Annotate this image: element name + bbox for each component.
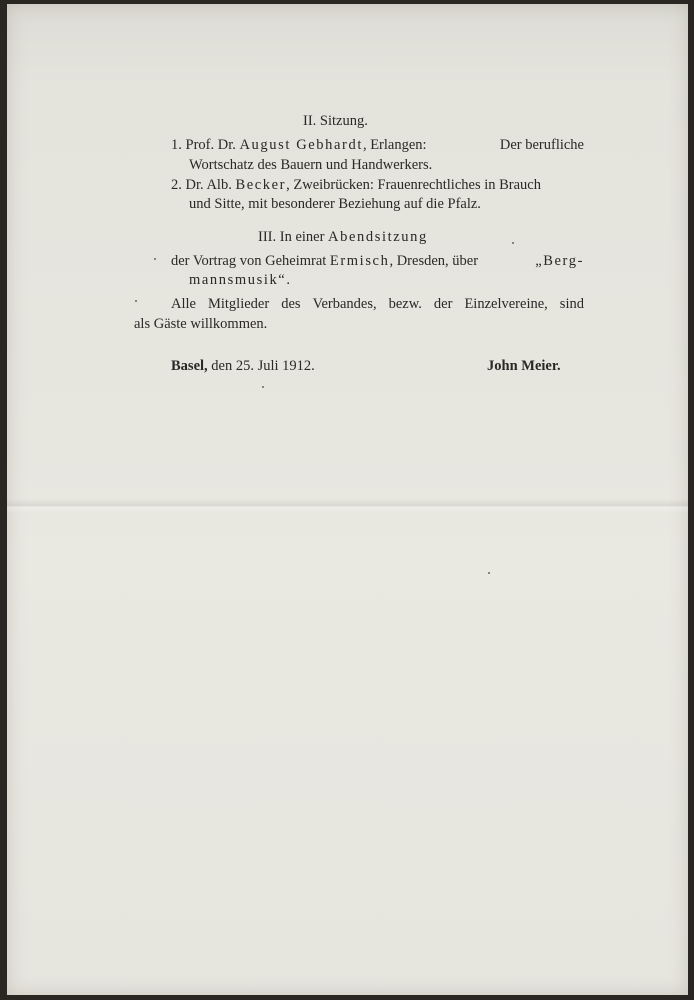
invitation-word: Einzelvereine, <box>464 296 548 312</box>
lecture-speaker: Ermisch <box>329 253 390 269</box>
paper-speck <box>512 242 514 244</box>
invitation-end: als Gäste willkommen. <box>134 316 268 332</box>
paper-speck <box>154 258 156 260</box>
session-2-heading <box>303 111 368 131</box>
session-2-item-2 <box>171 175 584 195</box>
session-2-item-1-line-2 <box>189 155 432 175</box>
session-3-lecture-line-2 <box>189 270 292 290</box>
invitation-word: sind <box>559 296 584 312</box>
session-2-item-2-line-1 <box>171 175 584 195</box>
session-3-heading-name: Abendsitzung <box>328 229 428 245</box>
item-1-topic-end: Wortschatz des Bauern und Handwerkers. <box>189 157 433 173</box>
item-2-topic-start: , Zweibrücken: Frauenrechtliches in Brauch <box>286 177 541 193</box>
lecture-topic-start: „Berg- <box>535 253 584 269</box>
session-2-heading-text: II. Sitzung. <box>303 113 368 129</box>
lecture-place: , Dresden, über <box>389 253 479 269</box>
item-1-place: , Erlangen: <box>362 137 427 153</box>
invitation-words <box>171 294 584 314</box>
invitation-line-2 <box>134 314 267 334</box>
lecture-topic-end: mannsmusik“. <box>189 272 292 288</box>
invitation-line-1 <box>171 294 584 314</box>
closing-date: den 25. Juli 1912. <box>211 358 315 374</box>
session-2-item-1-line-1 <box>171 135 584 155</box>
signature <box>487 356 561 376</box>
item-2-number: 2. <box>171 177 182 193</box>
session-2-item-2-line-2 <box>189 194 481 214</box>
item-2-speaker: Becker <box>235 177 287 193</box>
paper-fold <box>7 499 688 513</box>
lecture-intro: der Vortrag von Geheimrat <box>171 253 330 269</box>
invitation-word: Verbandes, <box>312 296 377 312</box>
item-2-title: Dr. Alb. <box>185 177 236 193</box>
session-3-lecture <box>171 251 584 271</box>
item-2-topic-end: und Sitte, mit besonderer Beziehung auf die Pfalz. <box>189 196 481 212</box>
invitation-word: des <box>281 296 301 312</box>
session-3-heading <box>258 227 428 247</box>
signature-name: John Meier. <box>487 358 561 374</box>
item-1-title: Prof. Dr. <box>185 137 240 153</box>
session-3-lecture-line-1 <box>171 251 584 271</box>
closing-place: Basel, <box>171 358 208 374</box>
item-2-lead <box>171 175 541 195</box>
invitation-word: der <box>433 296 453 312</box>
item-1-speaker: August Gebhardt <box>239 137 363 153</box>
invitation-word: bezw. <box>388 296 422 312</box>
item-1-lead <box>171 135 427 155</box>
session-2-item-1 <box>171 135 584 155</box>
paper-speck <box>488 572 490 574</box>
lecture-lead <box>171 251 478 271</box>
closing-place-date <box>171 356 315 376</box>
paper-speck <box>135 300 137 302</box>
session-3-heading-prefix: III. In einer <box>258 229 329 245</box>
invitation-word: Alle <box>171 296 196 312</box>
invitation-word: Mitglieder <box>207 296 270 312</box>
paper-speck <box>262 386 264 388</box>
item-1-topic-start: Der berufliche <box>499 137 584 153</box>
item-1-number: 1. <box>171 137 182 153</box>
